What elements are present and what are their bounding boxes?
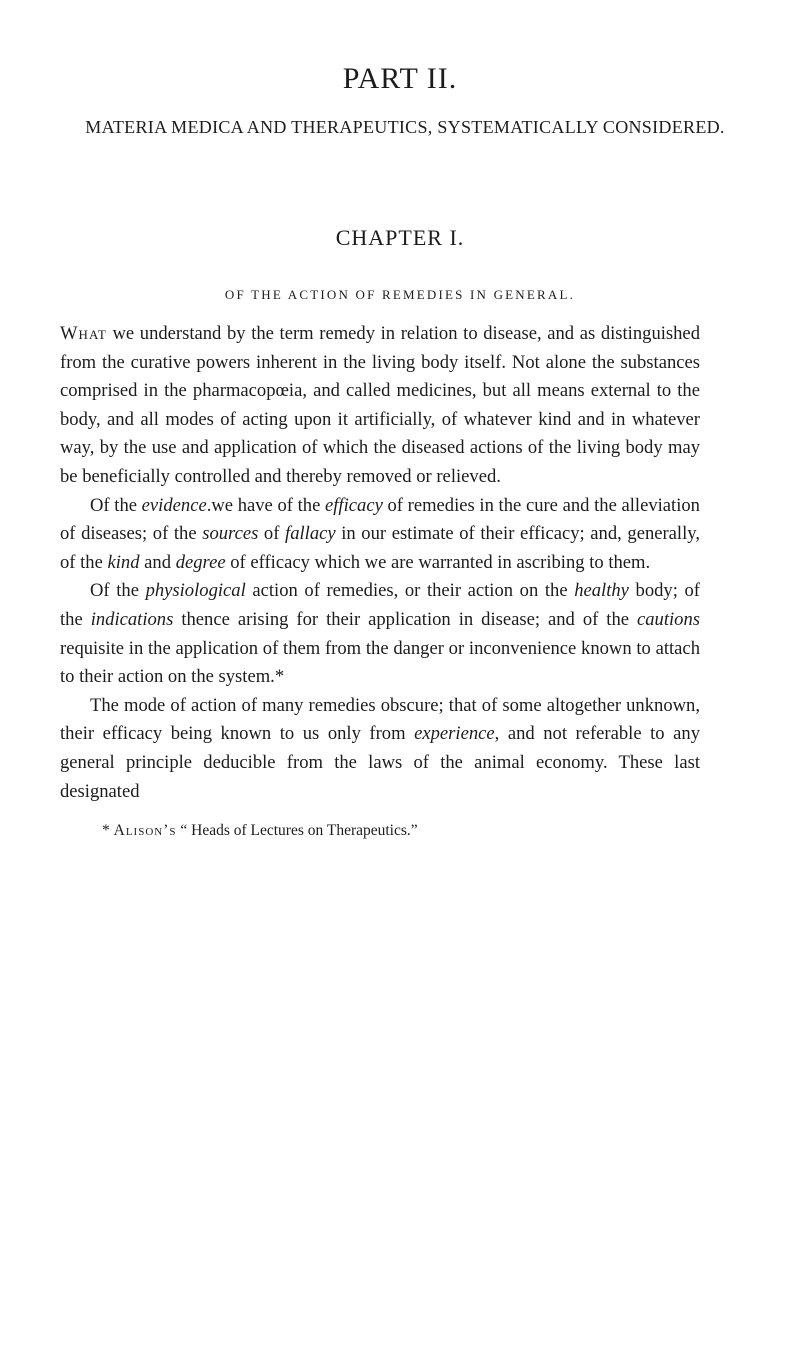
- paragraph-2-text: .we have of the: [206, 494, 326, 516]
- paragraph-1-text: we understand by the term remedy in relation to disease, and as distinguished from the curative powers inherent in the living body itself. Not alone the substances comprised in the pharmacopœia, and called medicines, but all means external to the body, and all modes of acting upon it artificially, of whatever kind and in whatever way, by the use and application of which the diseased actions of the living body may be beneficially controlled and thereby removed or relieved.: [60, 323, 700, 487]
- emphasis-kind: kind: [107, 551, 140, 573]
- emphasis-experience: experience: [414, 723, 495, 745]
- emphasis-healthy: healthy: [574, 580, 629, 602]
- chapter-subtitle: OF THE ACTION OF REMEDIES IN GENERAL.: [224, 287, 576, 302]
- paragraph-3-text: requisite in the application of them from the danger or inconvenience known to attach to their action on the system.*: [60, 637, 700, 688]
- paragraph-3: [60, 577, 700, 691]
- paragraph-2-text: of remedies in the cure and the alleviation of diseases; of the: [60, 494, 700, 545]
- emphasis-physiological: physiological: [145, 580, 246, 602]
- emphasis-cautions: cautions: [636, 608, 700, 630]
- paragraph-1: [60, 320, 700, 492]
- paragraph-2-text: Of the: [90, 494, 142, 516]
- emphasis-sources: sources: [202, 523, 259, 545]
- footnote-author: Alison’s: [113, 822, 177, 839]
- paragraph-4-text: , and not referable to any general principle deducible from the laws of the animal economy. These last designated: [60, 723, 701, 802]
- footnote: [102, 822, 722, 840]
- emphasis-indications: indications: [90, 608, 174, 630]
- emphasis-evidence: evidence: [141, 494, 207, 516]
- part-subtitle: MATERIA MEDICA AND THERAPEUTICS, SYSTEMATICALLY CONSIDERED.: [85, 117, 725, 137]
- chapter-title: CHAPTER I.: [335, 225, 465, 250]
- paragraph-2: [60, 492, 700, 578]
- paragraph-1-lead: What: [60, 323, 107, 344]
- paragraph-2-text: of efficacy which we are warranted in ascribing to them.: [225, 551, 651, 573]
- footnote-text: “ Heads of Lectures on Therapeutics.”: [176, 822, 418, 839]
- footnote-marker: *: [102, 822, 114, 839]
- paragraph-3-text: action of remedies, or their action on the: [245, 580, 575, 602]
- body-text: [60, 320, 700, 806]
- paragraph-3-text: Of the: [90, 580, 146, 602]
- paragraph-2-text: of: [258, 523, 286, 545]
- emphasis-fallacy: fallacy: [285, 523, 336, 545]
- paragraph-4-text: The mode of action of many remedies obscure; that of some altogether unknown, their efficacy being known to us only from: [60, 694, 700, 745]
- paragraph-2-text: in our estimate of their efficacy; and, generally, of the: [60, 523, 701, 573]
- paragraph-3-text: thence arising for their application in disease; and of the: [173, 608, 637, 630]
- paragraph-3-text: body; of the: [60, 580, 700, 630]
- paragraph-2-text: and: [139, 551, 176, 573]
- emphasis-degree: degree: [175, 551, 226, 573]
- part-title: PART II.: [342, 62, 458, 95]
- emphasis-efficacy: efficacy: [325, 494, 383, 516]
- paragraph-4: [60, 692, 700, 806]
